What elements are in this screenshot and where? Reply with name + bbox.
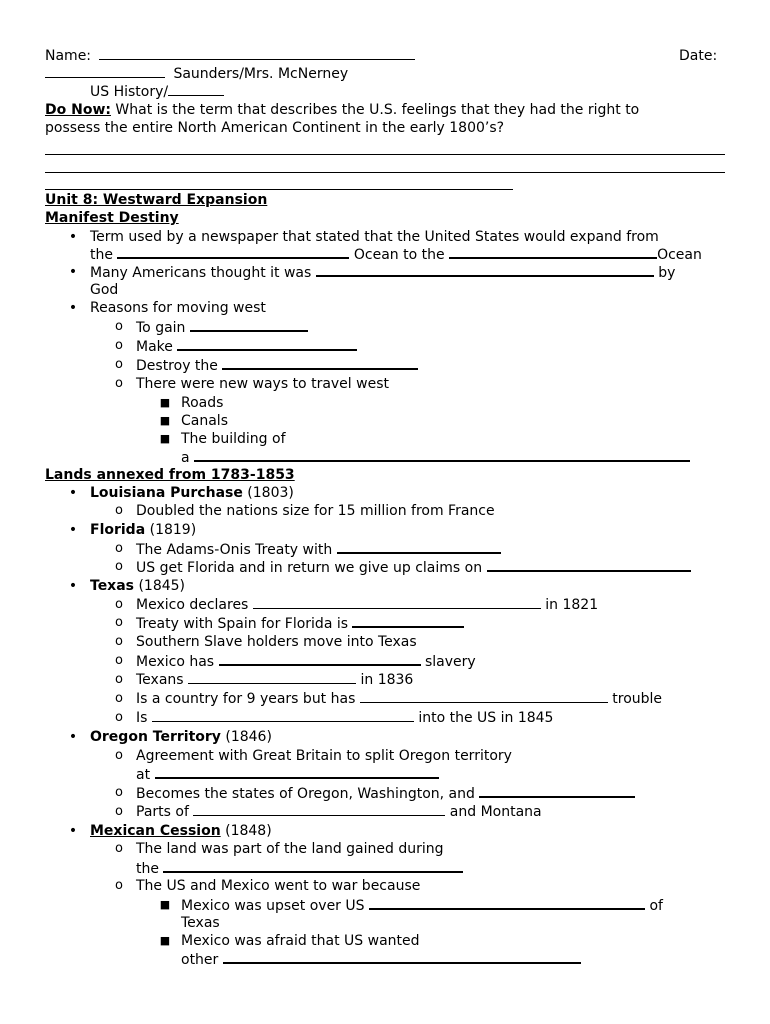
oregon-p3-end: and Montana [449,804,542,820]
bullet-disc: • [68,229,78,245]
blank-states[interactable] [479,784,635,798]
name-field [45,47,415,65]
texas-p5-end: in 1836 [360,672,414,688]
r2-text: Make [136,339,173,355]
florida-p2 [136,558,691,576]
bullet-disc: • [68,823,78,839]
blank-gained-during[interactable] [163,859,463,873]
texas-p2 [136,614,464,632]
texas-p2-text: Treaty with Spain for Florida is [136,616,349,632]
texas-p7-end: into the US in 1845 [418,710,554,726]
florida-p1 [136,540,501,558]
blank-slavery[interactable] [219,652,421,666]
oregon-p3-text: Parts of [136,804,189,820]
reason-2 [136,337,357,355]
teacher-blank[interactable] [45,65,165,78]
bullet-o: o [115,634,123,649]
blank-gain[interactable] [190,318,308,332]
mexican-p1-cont [136,859,463,877]
travel-roads: Roads [181,395,224,411]
date-label: Date: [679,48,718,64]
answer-line-1[interactable] [45,154,725,155]
oregon-p2-text: Becomes the states of Oregon, Washington, and [136,786,475,802]
blank-god[interactable] [316,263,654,277]
mexican-p2: The US and Mexico went to war because [136,878,421,894]
bullet-o: o [115,559,123,574]
florida-heading [90,521,196,539]
bullet-o: o [115,541,123,556]
course-label: US History/ [90,84,169,100]
do-now-text-2: possess the entire North American Continent in the early 1800’s? [45,120,505,136]
texas-p5 [136,671,413,689]
texas-p6-end: trouble [612,691,663,707]
b2-by: by [658,265,676,281]
manifest-b2 [90,263,675,281]
blank-parts-of[interactable] [193,803,445,816]
mexican-year: (1848) [220,823,272,839]
bullet-o: o [115,357,123,372]
louisiana-name: Louisiana Purchase [90,485,243,501]
florida-year: (1819) [145,522,197,538]
mexican-s2-cont [181,950,581,968]
texas-p6 [136,690,662,708]
texas-p3: Southern Slave holders move into Texas [136,634,417,650]
mexican-s2-other: other [181,952,219,968]
blank-ocean-1[interactable] [117,245,349,259]
bullet-o: o [115,503,123,518]
bullet-o: o [115,672,123,687]
texas-p7-text: Is [136,710,148,726]
bullet-o: o [115,597,123,612]
texas-p7 [136,709,553,727]
bullet-o: o [115,319,123,334]
mexican-heading [90,822,272,840]
lands-heading: Lands annexed from 1783-1853 [45,467,295,483]
answer-line-2[interactable] [45,172,725,173]
blank-destroy[interactable] [222,356,418,370]
texas-p4 [136,652,476,670]
manifest-b1-cont [90,245,702,263]
texas-p1-text: Mexico declares [136,597,249,613]
mexican-s2: Mexico was afraid that US wanted [181,933,420,949]
oregon-name: Oregon Territory [90,729,221,745]
b1-the: the [90,247,113,263]
louisiana-p1: Doubled the nations size for 15 million from France [136,503,495,519]
blank-into-us[interactable] [152,709,414,722]
reason-4: There were new ways to travel west [136,376,389,392]
travel-building: The building of [181,431,286,447]
bullet-o: o [115,748,123,763]
florida-p1-text: The Adams-Onis Treaty with [136,542,333,558]
name-blank[interactable] [99,47,415,60]
texas-p1 [136,596,598,614]
blank-other[interactable] [223,950,581,964]
mexican-s1-texas: Texas [181,915,220,931]
texas-p4-end: slavery [425,654,476,670]
bullet-square: ■ [159,414,171,427]
texas-p5-text: Texans [136,672,184,688]
reason-3 [136,356,418,374]
mexican-s1 [181,896,663,914]
bullet-o: o [115,710,123,725]
louisiana-heading [90,484,294,502]
travel-canals: Canals [181,413,228,429]
bullet-o: o [115,653,123,668]
mexican-p1: The land was part of the land gained during [136,841,444,857]
mexican-the: the [136,861,159,877]
blank-texans[interactable] [188,671,356,684]
oregon-p1-cont [136,765,439,783]
b1-ocean-to: Ocean to the [353,247,445,263]
manifest-b1: Term used by a newspaper that stated that the United States would expand from [90,229,659,245]
course-line [90,83,224,101]
r1-text: To gain [136,320,186,336]
do-now-label: Do Now: [45,102,111,118]
course-blank[interactable] [168,83,224,96]
blank-make[interactable] [177,337,357,351]
bullet-square: ■ [159,898,171,911]
oregon-p2 [136,784,635,802]
bullet-disc: • [68,729,78,745]
oregon-p3 [136,803,542,821]
do-now-text-1: What is the term that describes the U.S. feelings that they had the right to [110,102,640,118]
bullet-disc: • [68,578,78,594]
bullet-square: ■ [159,396,171,409]
b2-god: God [90,282,119,298]
blank-claims[interactable] [487,558,691,572]
bullet-disc: • [68,522,78,538]
texas-p1-end: in 1821 [545,597,599,613]
florida-p2-text: US get Florida and in return we give up claims on [136,560,483,576]
b1-ocean: Ocean [657,247,702,263]
bullet-o: o [115,615,123,630]
blank-mexico-declares[interactable] [253,596,541,609]
louisiana-year: (1803) [242,485,294,501]
reason-1 [136,318,308,336]
bullet-o: o [115,338,123,353]
texas-p6-text: Is a country for 9 years but has [136,691,356,707]
oregon-p1: Agreement with Great Britain to split Oregon territory [136,748,512,764]
florida-name: Florida [90,522,146,538]
oregon-heading [90,728,272,746]
texas-heading [90,577,185,595]
travel-building-cont [181,448,690,466]
bullet-disc: • [68,485,78,501]
oregon-year: (1846) [220,729,272,745]
teacher-line [45,65,348,83]
bullet-disc: • [68,300,78,316]
texas-name: Texas [90,578,134,594]
blank-treaty-spain[interactable] [352,614,464,628]
do-now-question [45,101,639,119]
mexican-name: Mexican Cession [90,823,221,839]
bullet-o: o [115,804,123,819]
blank-upset-over[interactable] [369,896,645,910]
r3-text: Destroy the [136,358,218,374]
bullet-o: o [115,878,123,893]
mexican-s1-text: Mexico was upset over US [181,898,365,914]
manifest-heading: Manifest Destiny [45,210,179,226]
bullet-o: o [115,841,123,856]
bullet-disc: • [68,264,78,280]
blank-trouble[interactable] [360,690,608,703]
oregon-at: at [136,767,151,783]
texas-year: (1845) [134,578,186,594]
blank-ocean-2[interactable] [449,245,657,259]
blank-building[interactable] [194,448,690,462]
unit-title: Unit 8: Westward Expansion [45,192,268,208]
blank-oregon-split[interactable] [155,765,439,779]
blank-adams-onis[interactable] [337,540,501,554]
bullet-o: o [115,376,123,391]
manifest-b3: Reasons for moving west [90,300,266,316]
mexican-s1-of: of [649,898,663,914]
bullet-o: o [115,691,123,706]
bullet-o: o [115,785,123,800]
teacher-name: Saunders/Mrs. McNerney [173,66,349,82]
answer-line-3[interactable] [45,189,513,190]
texas-p4-text: Mexico has [136,654,215,670]
b2-text: Many Americans thought it was [90,265,312,281]
bullet-square: ■ [159,432,171,445]
t3-a: a [181,450,190,466]
name-label: Name: [45,48,92,64]
bullet-square: ■ [159,934,171,947]
